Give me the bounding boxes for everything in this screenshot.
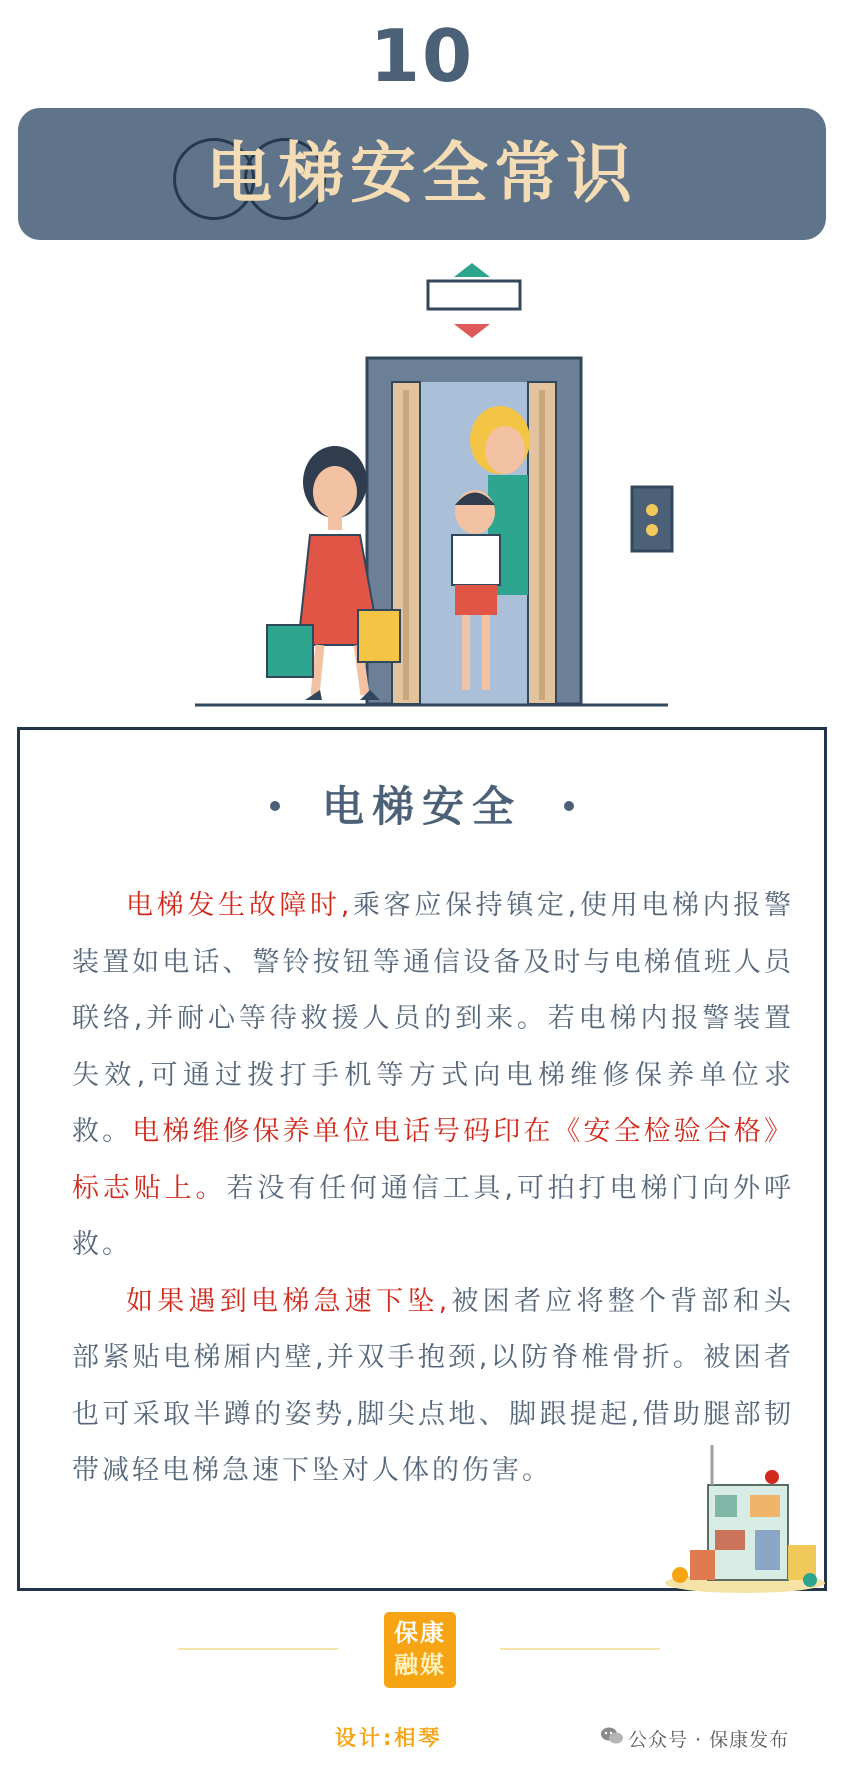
elevator-call-button-icon xyxy=(632,487,672,551)
bullet-dot-icon xyxy=(270,801,280,811)
divider-line xyxy=(500,1648,660,1650)
title-banner xyxy=(18,108,826,240)
divider-line xyxy=(178,1648,338,1650)
paragraph-1 xyxy=(72,878,794,1274)
body-text: 被困者应将整个背部和头部紧贴电梯厢内壁,并双手抱颈,以防脊椎骨折。被困者也可采取半蹲的姿势,脚尖点地、脚跟提起,借助腿部韧带减轻电梯急速下坠对人体的伤害。 xyxy=(72,1285,795,1486)
design-credit: 设计:相琴 xyxy=(335,1726,443,1750)
section-number: 10 xyxy=(369,14,475,98)
elevator-down-arrow-icon xyxy=(454,324,490,338)
card-title xyxy=(20,774,824,834)
bullet-dot-icon xyxy=(564,801,574,811)
body-text: 若没有任何通信工具,可拍打电梯门向外呼救。 xyxy=(72,1172,794,1260)
banner-title: 电梯安全常识 xyxy=(206,135,638,212)
highlight-text: 如果遇到电梯急速下坠, xyxy=(126,1285,451,1317)
wechat-icon xyxy=(600,1726,624,1746)
highlight-text: 电梯发生故障时, xyxy=(126,890,353,921)
elevator-floor-display xyxy=(428,281,520,309)
media-logo xyxy=(384,1612,456,1688)
logo-line-2: 融媒 xyxy=(394,1651,446,1679)
highlight-text: 电梯维修保养单位电话号码印在《安全检验合格》标志贴上。 xyxy=(72,1116,795,1204)
logo-line-1: 保康 xyxy=(394,1619,446,1647)
body-text: 乘客应保持镇定,使用电梯内报警装置如电话、警铃按钮等通信设备及时与电梯值班人员联络,并耐心等待救援人员的到来。若电梯内报警装置失效,可通过拨打手机等方式向电梯维修保养单位求救。 xyxy=(72,890,794,1147)
card-title-text: 电梯安全 xyxy=(321,782,522,831)
building-illustration xyxy=(660,1445,830,1595)
elevator-up-arrow-icon xyxy=(454,263,490,277)
card-body xyxy=(72,878,794,1500)
elevator-illustration xyxy=(0,250,844,720)
source-account[interactable]: 公众号 · 保康发布 xyxy=(628,1729,790,1751)
